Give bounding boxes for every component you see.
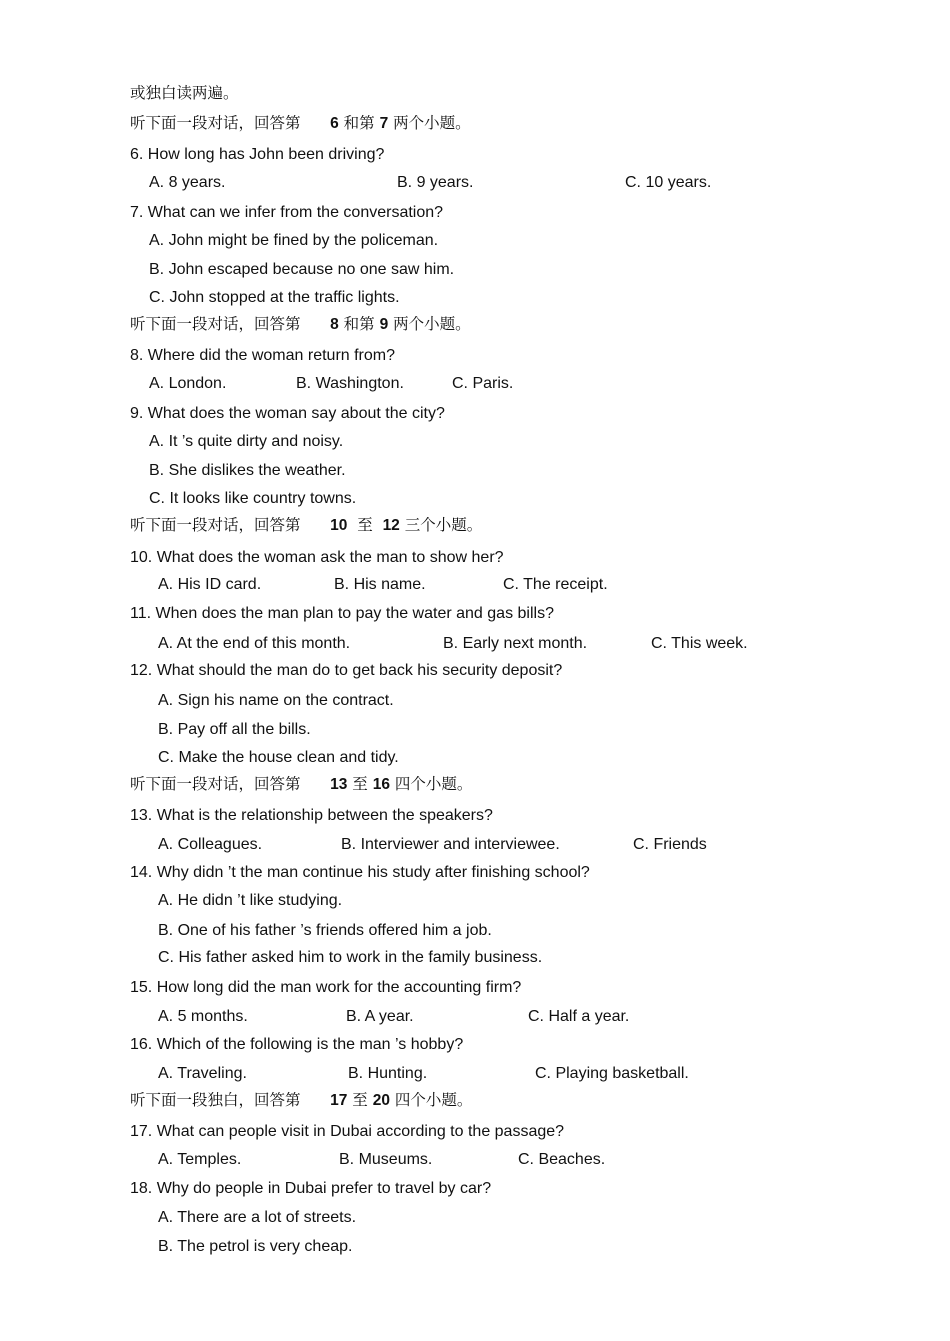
question-text: 6. How long has John been driving? [130, 146, 385, 163]
section-heading: 听下面一段独白，回答第 17 至 20 四个小题。 [130, 1091, 473, 1109]
question-text: 10. What does the woman ask the man to show her? [130, 549, 504, 566]
question-text: 12. What should the man do to get back his security deposit? [130, 662, 563, 679]
section-heading: 听下面一段对话，回答第 8 和第 9 两个小题。 [130, 315, 471, 333]
option: B. The petrol is very cheap. [158, 1238, 353, 1255]
option: C. John stopped at the traffic lights. [149, 289, 400, 306]
option: B. A year. [346, 1008, 414, 1025]
option: B. Pay off all the bills. [158, 721, 311, 738]
question-text: 13. What is the relationship between the speakers? [130, 807, 493, 824]
option: A. Temples. [158, 1151, 242, 1168]
option: C. Playing basketball. [535, 1065, 689, 1082]
option: A. John might be fined by the policeman. [149, 232, 439, 249]
option: C. Half a year. [528, 1008, 630, 1025]
option: A. Colleagues. [158, 836, 263, 853]
question-text: 14. Why didn ’t the man continue his study after finishing school? [130, 864, 590, 881]
option: A. His ID card. [158, 576, 262, 593]
question-text: 18. Why do people in Dubai prefer to travel by car? [130, 1180, 492, 1197]
question-text: 15. How long did the man work for the accounting firm? [130, 979, 522, 996]
option: A. 8 years. [149, 174, 226, 191]
section-heading: 听下面一段对话，回答第 6 和第 7 两个小题。 [130, 114, 471, 132]
option: A. He didn ’t like studying. [158, 892, 343, 909]
option: B. She dislikes the weather. [149, 462, 346, 479]
option: C. Paris. [452, 375, 514, 392]
option: A. Sign his name on the contract. [158, 692, 394, 709]
option: B. Washington. [296, 375, 404, 392]
intro-tail: 或独白读两遍。 [130, 84, 239, 102]
question-text: 9. What does the woman say about the city? [130, 405, 445, 422]
question-text: 16. Which of the following is the man ’s hobby? [130, 1036, 464, 1053]
option: B. One of his father ’s friends offered him a job. [158, 922, 492, 939]
option: C. 10 years. [625, 174, 712, 191]
option: C. Beaches. [518, 1151, 606, 1168]
option: A. Traveling. [158, 1065, 247, 1082]
option: A. There are a lot of streets. [158, 1209, 357, 1226]
option: B. Museums. [339, 1151, 433, 1168]
option: C. The receipt. [503, 576, 608, 593]
option: A. It ’s quite dirty and noisy. [149, 433, 344, 450]
question-text: 17. What can people visit in Dubai according to the passage? [130, 1123, 565, 1140]
section-heading: 听下面一段对话，回答第 10 至 12 三个小题。 [130, 516, 483, 534]
option: A. 5 months. [158, 1008, 248, 1025]
option: B. John escaped because no one saw him. [149, 261, 455, 278]
option: C. His father asked him to work in the family business. [158, 949, 543, 966]
option: C. It looks like country towns. [149, 490, 357, 507]
option: A. At the end of this month. [158, 635, 351, 652]
option: B. 9 years. [397, 174, 474, 191]
option: C. Friends [633, 836, 707, 853]
question-text: 7. What can we infer from the conversation? [130, 204, 444, 221]
option: B. Interviewer and interviewee. [341, 836, 560, 853]
option: A. London. [149, 375, 227, 392]
question-text: 8. Where did the woman return from? [130, 347, 396, 364]
section-heading: 听下面一段对话，回答第 13 至 16 四个小题。 [130, 775, 473, 793]
option: B. His name. [334, 576, 426, 593]
question-text: 11. When does the man plan to pay the water and gas bills? [130, 605, 554, 622]
option: C. Make the house clean and tidy. [158, 749, 399, 766]
option: B. Early next month. [443, 635, 588, 652]
option: B. Hunting. [348, 1065, 428, 1082]
option: C. This week. [651, 635, 748, 652]
